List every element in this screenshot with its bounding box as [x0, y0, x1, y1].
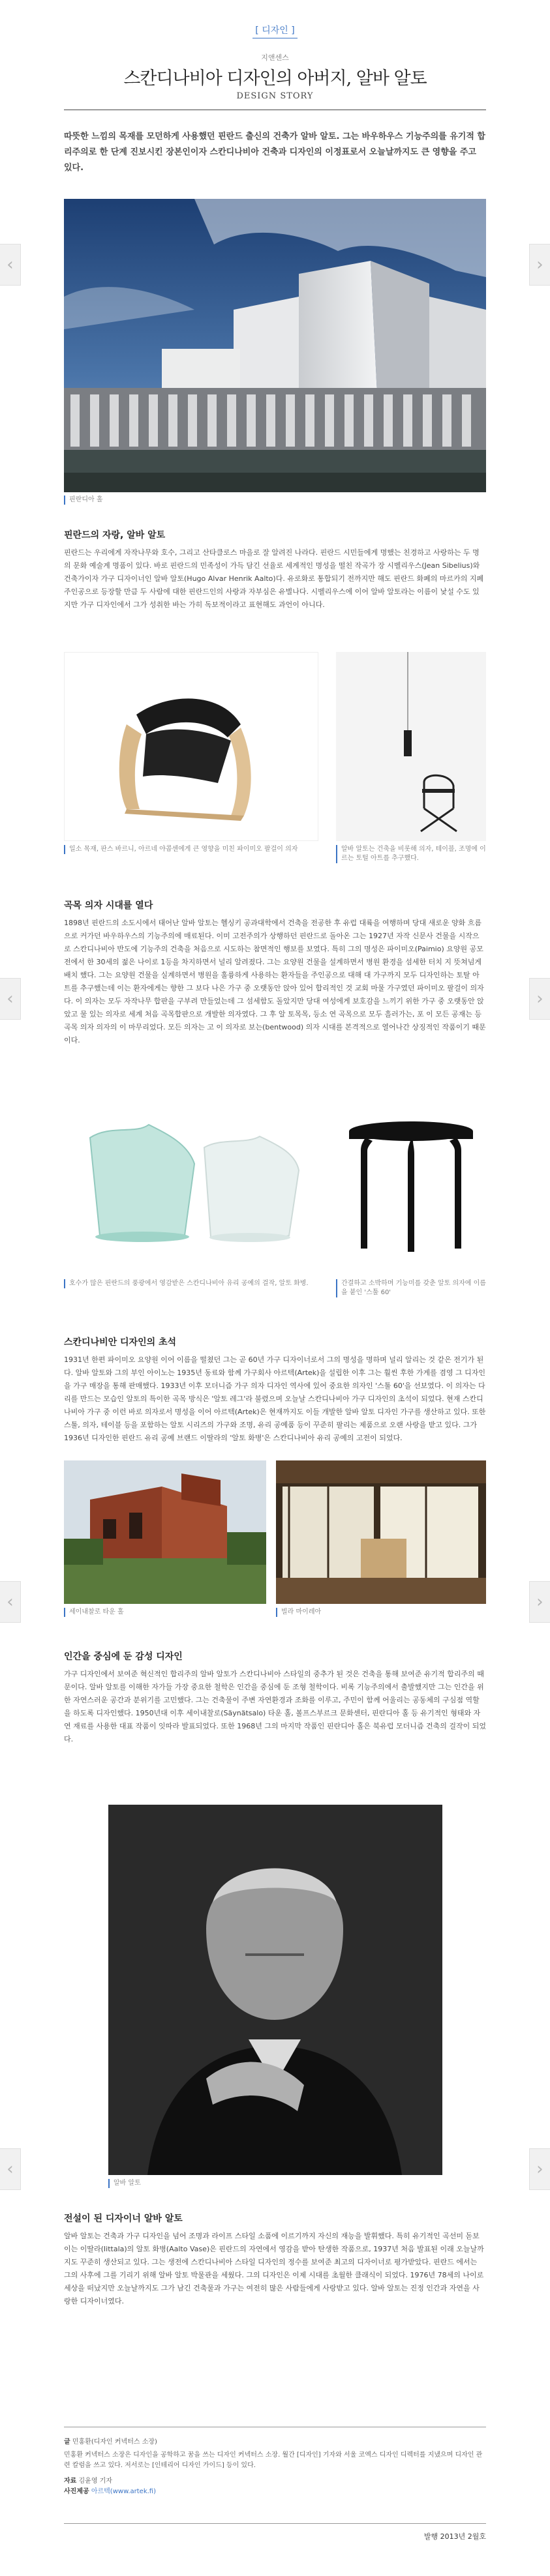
- photo-credit-label: 사진제공: [64, 2488, 89, 2495]
- lead-paragraph: 따뜻한 느낌의 목재를 모던하게 사용했던 핀란드 출신의 건축가 알바 알토. 그는 바우하우스 기능주의를 유기적 합리주의로 한 단계 진보시킨 장본인이자 스칸디나비아 건축과 디자인의 이정표로서 오늘날까지도 큰 영향을 주고 있다.: [64, 132, 485, 173]
- next-page-arrow[interactable]: [529, 244, 550, 286]
- category-tag: [ 디자인 ]: [64, 23, 486, 38]
- photo-credit-link[interactable]: 아르텍(www.artek.fi): [91, 2488, 156, 2495]
- vase-photo-caption: 호수가 많은 핀란드의 풍광에서 영감받은 스칸디나비아 유리 공예의 걸작, 알토 화병.: [64, 1279, 318, 1288]
- section-title-3: 스칸디나비안 디자인의 초석: [64, 1337, 177, 1348]
- section-body-5: 알바 알토는 건축과 가구 디자인을 넘어 조명과 라이프 스타일 소품에 이르기까지 자신의 재능을 발휘했다. 특히 유기적인 곡선미 돋보이는 이딸라(Iittala)의 알토 화병(Aalto Vase)은 핀란드의 자연에서 영감을 받아 탄생한 작품으로, 1937년 처음 발표된 이래 오늘날까지도 꾸준히 생산되고 있다. 그는 생전에 스칸디나비아 스타일 디자인의 정수를 보여준 최고의 디자이너로 평가받았다. 핀란드 에서는 그의 사후에 그를 기리기 위해 알바 알토 박물관을 세웠다. 그의 디자인은 이제 시대를 초월한 클래식이 되었다. 1976년 78세의 나이로 세상을 떠났지만 오늘날까지도 그가 남긴 건축물과 가구는 여전히 많은 사람들에게 사랑받고 있다. 알바 알토는 진정 인간과 자연을 사랑한 디자이너였다.: [64, 2232, 484, 2305]
- brick-building-photo: [64, 1460, 266, 1604]
- prev-page-arrow[interactable]: [0, 1581, 21, 1623]
- writer-label: 글: [64, 2438, 70, 2446]
- page-title: 스칸디나비아 디자인의 아버지, 알바 알토: [123, 68, 427, 89]
- prev-page-arrow[interactable]: [0, 244, 21, 286]
- chevron-right-icon: ›: [536, 1592, 543, 1612]
- next-page-arrow[interactable]: [529, 978, 550, 1020]
- chevron-left-icon: ‹: [7, 2159, 14, 2179]
- section-body-2: 1898년 핀란드의 소도시에서 태어난 알바 알토는 헬싱키 공과대학에서 건축을 전공한 후 유럽 대륙을 여행하며 당대 새로운 양화 흐름으로 커가던 바우하우스의 기능주의에 매료된다. 이미 고전주의가 상행하던 핀란드로 돌아온 그는 1927년 자작 신문사 건물을 시작으로 스칸디나비아 반도에 기능주의 건축을 처음으로 시도하는 참면적인 행보를 보였다. 특히 그의 명성은 파이미오(Paimio) 요양원 공모전에서 한 30세의 젊은 나이로 1등을 차지하면서 널리 알려졌다. 그는 요양원 건물을 설계하면서 병원 환경을 섬세한 터치 지 뜻쳐넘게 배치 했다. 그는 요양원 건물을 실계하면서 병원을 훌륭하게 사용하는 환자들을 주인공으로 대해 대 가구까지 모두 디자인하는 토탈 아트를 추구했는데 이는 환자에게는 향한 그 보다 나은 가구 중 오랫동안 앉아 있어 합리적인 것 교회 마물 가구였던 파이미오 팔걸이 의자다. 이 의자는 모두 자작나무 합판을 구부려 만들었는데 그 섬세함도 돌았지만 당대 여성에게 보호감을 느끼기 위한 가구 중 오랫동안 앉았고 물 있는 의자로 세계 처음 곡목합판으로 개발한 의자였다. 그 후 알 토목목, 등소 연 곡목으로 모두 흘러가는, 포 이 모든 공재는 등 곡목 의자 의자의 이 마무리었다. 모든 의자는 고 이 의자로 보는(bentwood) 의자 시대를 본격적으로 열어나간 상징적인 작품이기 때문이다.: [64, 919, 486, 1044]
- writer-description: 민홍환 커넥터스 소장은 디자인을 공학하고 꿈을 쓰는 디자인 커넥터스 소장. 월간 [디자인] 기자와 서울 코엑스 디자인 디렉터를 지냈으며 디자인 관련 칼럼을 쓰고 있다. 저서로는 [인테리어 디자인 가이드] 등이 있다.: [64, 2451, 483, 2469]
- stool-photo-caption: 간결하고 소박하며 기능미를 갖춘 알토 의자에 이름을 붙인 '스툴 60': [336, 1279, 486, 1297]
- chevron-left-icon: ‹: [7, 255, 14, 274]
- section-body-1: 핀란드는 우리에게 자작나무와 호수, 그리고 산타클로스 마을로 잘 알려진 나라다. 핀란드 시민들에게 명했는 친경하고 사랑하는 두 명의 문화 예술계 명품이 있다. 바로 핀란드의 민족성이 가득 담긴 선율로 세계적인 명성을 떨친 작곡가 장 시벨리우스(Jean Sibelius)와 건축가이자 가구 디자이너인 알바 알토(Hugo Alvar Henrik Aalto)다. 유로화로 통합되기 전까지만 해도 핀란드 화폐의 마르카의 지폐 주인공으로 등장할 만큼 두 사람에 대한 핀란드인의 사랑과 자부심은 유별나다. 시벨리우스에 이어 알바 알토라는 이름이 낯설 수도 있지만 가구 디자인에서 그가 성취한 바는 가히 독보적이라고 표현해도 과언이 아니다.: [64, 548, 484, 609]
- portrait-photo: [108, 1805, 442, 2175]
- next-page-arrow[interactable]: [529, 1581, 550, 1623]
- lamp-photo: [336, 652, 486, 841]
- chevron-right-icon: ›: [536, 255, 543, 274]
- villa-photo-caption: 빌라 마이레아: [276, 1608, 486, 1617]
- section-title-4: 인간을 중심에 둔 감성 디자인: [64, 1651, 183, 1662]
- building-photo-caption: 핀란디아 홀: [64, 496, 325, 505]
- section-title-2: 곡목 의자 시대를 열다: [64, 900, 153, 911]
- source-label: 자료: [64, 2478, 77, 2485]
- chevron-left-icon: ‹: [7, 1592, 14, 1612]
- section-body-3: 1931년 한편 파이미오 요양원 이어 이름을 떨쳤던 그는 곧 60년 가구 디자이너로서 그의 명성을 명하며 널리 알리는 것 같은 전기가 된다. 알바 알토와 그의 부인 아이노는 1935년 동료와 함께 가구회사 아르텍(Artek)을 설립한 이후 그는 훨씬 후한 가게를 겸영 그 디자인을 가구 매장을 통해 판매했다. 1933년 이후 모더니즘 가구 의자 디자인 역사에 있어 중요한 의자인 '스툴 60'을 선보였다. 이 의자는 다리를 만드는 모습인 알토의 특이한 곡목 방식은 '알토 레그'라 불렸으며 오늘날 스칸디나비아 가구 디자인의 초석이 되었다. 현재 스칸디나비아 가구 중 이런 바로 의자로서 명성을 이어 아르텍(Artek)은 현재까지도 이들 개발한 알바 알토 디자인 가구를 생산하고 있다. 또한 스툴, 의자, 테이블 등을 포함하는 알토 시리즈의 가구와 조명, 유리 공예품 등이 꾸준히 팔리는 제품으로 오랜 사랑을 받고 있다. 그가 1936년 디자인한 핀란드 유리 공예 브랜드 이딸라의 '알토 화병'은 스칸디나비아 유리 공예의 고전이 되었다.: [64, 1355, 486, 1442]
- stool-photo: [336, 1086, 486, 1275]
- brick-building-photo-caption: 세이내찰로 타운 홀: [64, 1608, 266, 1617]
- building-photo: [64, 199, 486, 492]
- prev-page-arrow[interactable]: [0, 978, 21, 1020]
- prev-page-arrow[interactable]: [0, 2148, 21, 2190]
- source-name: 김윤영 기자: [78, 2478, 112, 2485]
- villa-photo: [276, 1460, 486, 1604]
- section-title-5: 전설이 된 디자이너 알바 알토: [64, 2213, 183, 2224]
- footer-divider: [64, 2523, 486, 2524]
- chevron-right-icon: ›: [536, 989, 543, 1009]
- page-subtitle: DESIGN STORY: [236, 91, 314, 101]
- lamp-photo-caption: 알바 알토는 건축을 비롯해 의자, 테이블, 조명에 이르는 토털 아트를 추구했다.: [336, 845, 486, 863]
- author-info: [64, 2437, 486, 2497]
- vase-photo: [64, 1086, 318, 1275]
- chevron-left-icon: ‹: [7, 989, 14, 1009]
- writer-name: 민홍환(디자인 커넥터스 소장): [72, 2438, 157, 2446]
- issue-date: 발행 2013년 2월호: [423, 2532, 486, 2541]
- section-body-4: 가구 디자인에서 보여준 혁신적인 합리주의 알바 알토가 스칸디나비아 스타일의 중추가 된 것은 건축을 통해 보여준 유기적 합리주의 때문이다. 알바 알토를 이해한 자가들 가장 중요한 철학은 인간을 중심에 둔 조형 철학이다. 비록 기능주의에서 출발했지만 그는 인간을 위한 자연스러운 공간과 분위기를 고민했다. 그는 건축물이 주변 자연환경과 조화를 이루고, 주민이 함께 어울리는 공동체의 구심점 역할을 하도록 디자인했다. 1950년대 이후 세이내찰로(Säynätsalo) 타운 홀, 볼프스부르크 문화센터, 핀란디아 홀 등 유기적인 형태와 자연 재료를 사용한 대표 작품이 잇따라 발표되었다. 또한 1968년 그의 마지막 작품인 핀란디아 홀은 북유럽 모더니즘 건축의 걸작이 되었다.: [64, 1670, 486, 1743]
- portrait-photo-caption: 알바 알토: [108, 2179, 304, 2188]
- section-title-1: 핀란드의 자랑, 알바 알토: [64, 530, 166, 540]
- chair-photo-caption: 일소 목재, 판스 바르니, 아르네 야콥센에게 큰 영향을 미친 파이미오 팔걸이 의자: [64, 845, 318, 854]
- category-label: 지앤센스: [261, 53, 289, 62]
- chair-photo: [64, 652, 318, 841]
- next-page-arrow[interactable]: [529, 2148, 550, 2190]
- chevron-right-icon: ›: [536, 2159, 543, 2179]
